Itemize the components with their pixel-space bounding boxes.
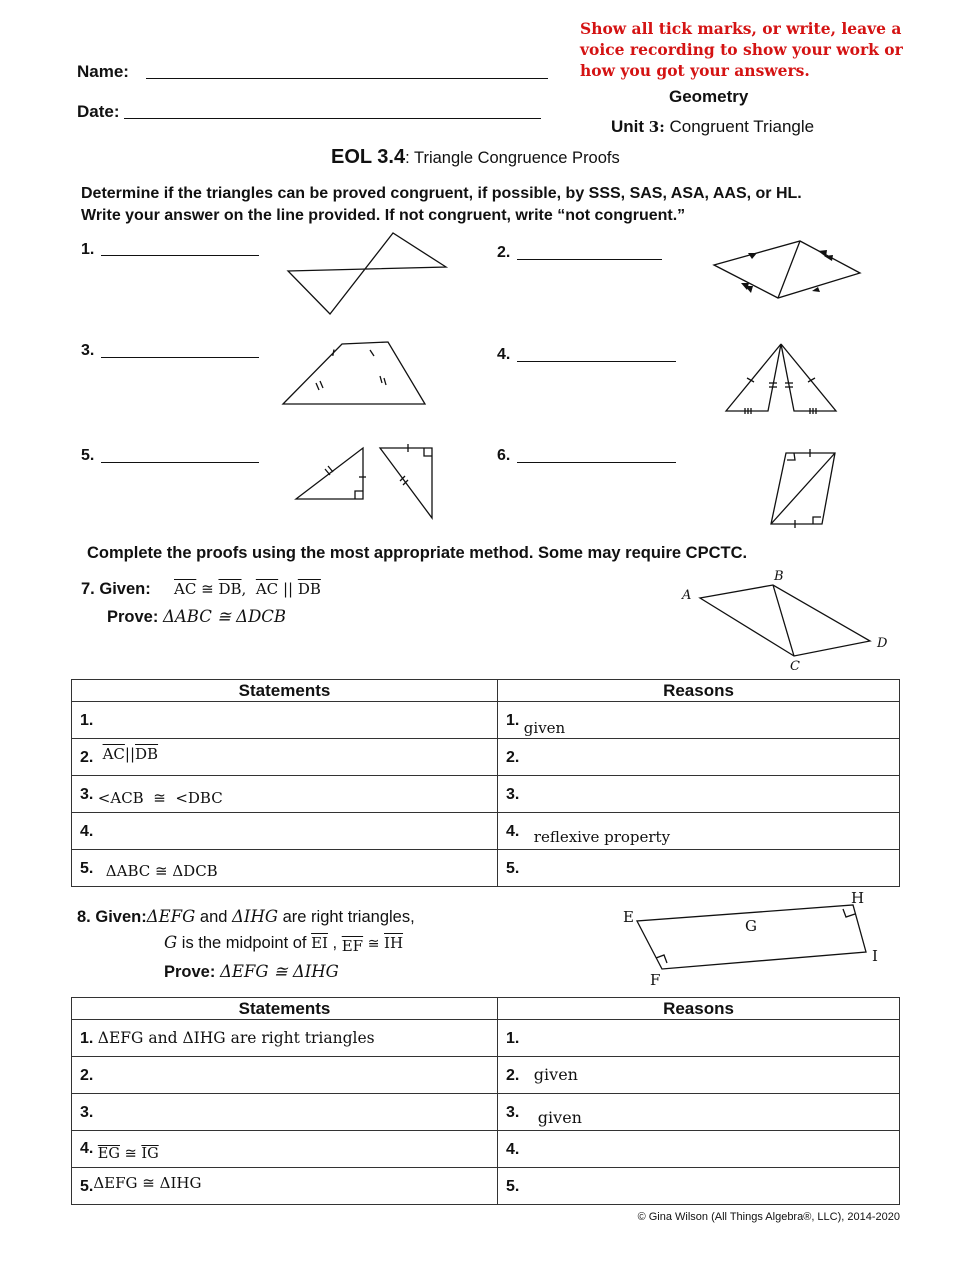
name-field[interactable] — [146, 78, 548, 79]
statement-text: ΔEFG and ΔIHG are right triangles — [97, 1028, 375, 1047]
proof8-prove — [164, 962, 339, 982]
label-d: D — [877, 636, 888, 651]
statement-cell[interactable] — [72, 739, 498, 776]
row-number: 2. — [80, 748, 94, 766]
table-row — [72, 776, 900, 813]
problem-1-answer-line[interactable] — [101, 255, 259, 256]
eol-code: EOL 3.4 — [331, 146, 406, 168]
statement-cell[interactable] — [72, 1094, 498, 1131]
table-row — [72, 1057, 900, 1094]
proof7-statements-header: Statements — [72, 680, 498, 702]
course-title: Geometry — [669, 87, 749, 106]
page-title — [331, 146, 620, 169]
proof8-number: 8. — [77, 908, 91, 926]
reason-cell[interactable] — [498, 1094, 900, 1131]
statement-cell[interactable] — [72, 1131, 498, 1168]
parallel-symbol: || — [124, 744, 135, 763]
congruent-symbol: ≅ — [201, 580, 214, 598]
reason-text: given — [537, 1108, 582, 1127]
statement-cell[interactable] — [72, 1020, 498, 1057]
triangle-efg: ΔEFG — [146, 907, 196, 926]
proof7-given — [81, 580, 151, 599]
reason-cell[interactable] — [498, 702, 900, 739]
table-row — [72, 1131, 900, 1168]
table-row — [72, 813, 900, 850]
problem-5-answer-line[interactable] — [101, 462, 259, 463]
statement-text: ΔABC ≅ ΔDCB — [105, 861, 218, 880]
row-number: 1. — [506, 1030, 520, 1047]
date-field[interactable] — [124, 118, 541, 119]
row-number: 3. — [80, 785, 94, 803]
row-number: 2. — [506, 1067, 520, 1084]
proof7-prove — [107, 607, 286, 627]
segment-eg: $\overline{EG}$ — [97, 1146, 120, 1162]
label-e: E — [623, 908, 634, 926]
proof7-given-db2: $\overline{DB}$ — [297, 580, 321, 598]
proof8-given-line1 — [77, 907, 415, 927]
proof7-given-label: Given: — [99, 580, 151, 598]
problem-3-number: 3. — [81, 342, 95, 359]
proof8-prove-statement: ΔEFG ≅ ΔIHG — [219, 962, 339, 981]
row-number: 5. — [80, 859, 94, 877]
table-row — [72, 739, 900, 776]
label-g: G — [745, 917, 757, 935]
problem-6-number: 6. — [497, 447, 511, 464]
row-number: 5. — [80, 1177, 94, 1195]
label-i: I — [872, 947, 878, 965]
problem-1-number: 1. — [81, 241, 95, 258]
given-rest: are right triangles, — [278, 908, 415, 926]
reason-cell[interactable] — [498, 1168, 900, 1205]
proof7-given-db: $\overline{DB}$ — [218, 580, 242, 598]
row-number: 1. — [80, 1029, 94, 1047]
part1-instructions-line2: Write your answer on the line provided. If not congruent, write “not congruent.” — [81, 207, 686, 224]
copyright: © Gina Wilson (All Things Algebra®, LLC), 2014-2020 — [637, 1211, 900, 1223]
label-f: F — [650, 971, 661, 989]
problem-5-number: 5. — [81, 447, 95, 464]
reason-text: given — [533, 1065, 578, 1084]
segment-ac: $\overline{AC}$ — [102, 744, 125, 763]
reason-cell[interactable] — [498, 776, 900, 813]
proof8-statements-header: Statements — [72, 998, 498, 1020]
comma: , — [241, 580, 247, 598]
segment-ef: $\overline{EF}$ — [341, 937, 364, 955]
row-number: 4. — [80, 1140, 94, 1157]
table-row — [72, 1168, 900, 1205]
problem-6-answer-line[interactable] — [517, 462, 676, 463]
statement-cell[interactable] — [72, 850, 498, 887]
unit-label: Unit — [611, 117, 645, 136]
proof8-reasons-header: Reasons — [498, 998, 900, 1020]
row-number: 4. — [506, 1141, 520, 1158]
problem-2-answer-line[interactable] — [517, 259, 662, 260]
reason-cell[interactable] — [498, 850, 900, 887]
instruction-note: Show all tick marks, or write, leave a voice recording to show your work or how you got your answers. — [580, 19, 903, 80]
proof7-given-ac2: $\overline{AC}$ — [255, 580, 279, 598]
proof8-table — [71, 997, 900, 1205]
proof7-reasons-header: Reasons — [498, 680, 900, 702]
row-number: 4. — [506, 822, 520, 840]
row-number: 5. — [506, 1178, 520, 1195]
point-g: G — [164, 933, 178, 952]
reason-cell[interactable] — [498, 1020, 900, 1057]
segment-db: $\overline{DB}$ — [135, 744, 159, 763]
proof8-prove-label: Prove: — [164, 963, 216, 981]
proof8-given-label: Given: — [95, 908, 147, 926]
table-row — [72, 702, 900, 739]
row-number: 1. — [506, 711, 520, 729]
name-label: Name: — [77, 62, 129, 81]
reason-text: given — [523, 718, 566, 737]
part1-instructions — [81, 183, 802, 227]
proof7-given-statement — [174, 580, 321, 598]
statement-text: ΔEFG ≅ ΔIHG — [93, 1173, 202, 1192]
row-number: 2. — [80, 1067, 94, 1084]
reason-cell[interactable] — [498, 813, 900, 850]
proof7-given-ac: $\overline{AC}$ — [174, 580, 197, 598]
eol-title: : Triangle Congruence Proofs — [405, 149, 620, 167]
segment-ei: $\overline{EI}$ — [311, 934, 328, 952]
date-label: Date: — [77, 102, 120, 121]
statement-cell[interactable] — [72, 813, 498, 850]
row-number: 2. — [506, 749, 520, 766]
table-row — [72, 850, 900, 887]
reason-cell[interactable] — [498, 739, 900, 776]
congruent-symbol: ≅ — [124, 1146, 137, 1162]
congruent-symbol: ≅ — [367, 936, 380, 952]
statement-cell[interactable] — [72, 1168, 498, 1205]
proof8-given-line2 — [164, 933, 403, 953]
proof7-table — [71, 679, 900, 887]
statement-cell[interactable] — [72, 1057, 498, 1094]
parallel-symbol: || — [282, 580, 294, 598]
segment-ih: $\overline{IH}$ — [384, 934, 404, 952]
statement-cell[interactable] — [72, 776, 498, 813]
midpoint-text: is the midpoint of — [177, 934, 312, 952]
row-number: 3. — [506, 786, 520, 803]
table-row — [72, 1094, 900, 1131]
part2-instructions: Complete the proofs using the most appropriate method. Some may require CPCTC. — [87, 544, 748, 562]
statement-cell[interactable] — [72, 702, 498, 739]
part1-instructions-line1: Determine if the triangles can be proved congruent, if possible, by SSS, SAS, ASA, AAS, or HL. — [81, 185, 802, 202]
unit-number: 3: — [648, 118, 665, 136]
row-number: 3. — [80, 1104, 94, 1121]
row-number: 5. — [506, 860, 520, 877]
proof7-prove-label: Prove: — [107, 608, 159, 626]
reason-cell[interactable] — [498, 1057, 900, 1094]
label-h: H — [851, 889, 865, 907]
row-number: 1. — [80, 712, 94, 729]
problem-4-answer-line[interactable] — [517, 361, 676, 362]
statement-text: <ACB ≅ <DBC — [97, 788, 223, 807]
label-a: A — [682, 588, 692, 603]
problem-4-number: 4. — [497, 346, 511, 363]
label-b: B — [774, 569, 784, 584]
table-row — [72, 1020, 900, 1057]
segment-ig: $\overline{IG}$ — [141, 1146, 159, 1162]
triangle-ihg: ΔIHG — [232, 907, 279, 926]
problem-2-number: 2. — [497, 244, 511, 261]
reason-cell[interactable] — [498, 1131, 900, 1168]
comma: , — [327, 934, 342, 952]
row-number: 4. — [80, 823, 94, 840]
proof7-number: 7. — [81, 580, 95, 598]
unit-line — [611, 117, 814, 137]
label-c: C — [790, 659, 800, 674]
row-number: 3. — [506, 1104, 520, 1121]
proof7-prove-statement: ΔABC ≅ ΔDCB — [162, 607, 287, 626]
reason-text: reflexive property — [533, 827, 671, 846]
and-text: and — [195, 908, 233, 926]
unit-title: Congruent Triangle — [669, 117, 815, 136]
problem-3-answer-line[interactable] — [101, 357, 259, 358]
